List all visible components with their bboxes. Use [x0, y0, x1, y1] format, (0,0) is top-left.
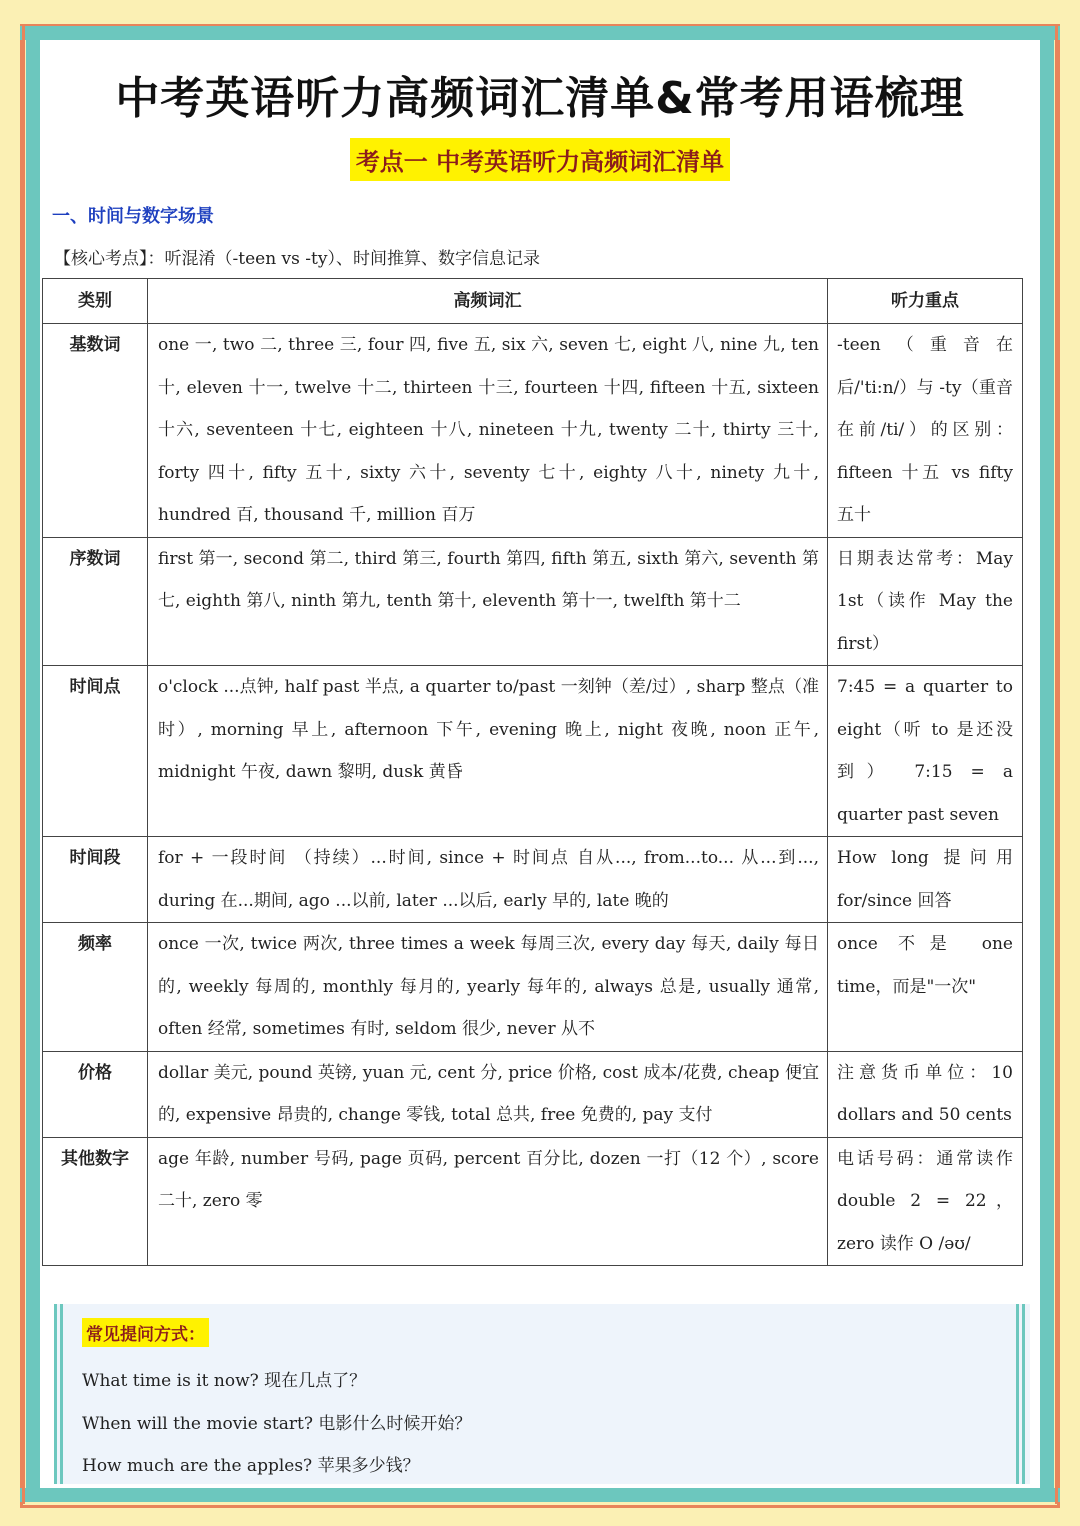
subtitle: 考点一 中考英语听力高频词汇清单 — [350, 138, 730, 181]
question-box-left-bars — [54, 1304, 64, 1484]
subtitle-wrap — [0, 138, 1080, 181]
page-title: 中考英语听力高频词汇清单&常考用语梳理 — [115, 73, 965, 124]
question-line: When will the movie start? 电影什么时候开始？ — [82, 1414, 472, 1434]
row-focus: once 不是 one time，而是"一次" — [828, 923, 1023, 1052]
table-row — [43, 837, 1023, 923]
row-focus: 日期表达常考：May 1st（读作 May the first） — [828, 537, 1023, 666]
row-words: o'clock ...点钟, half past 半点, a quarter to/past 一刻钟（差/过）, sharp 整点（准时）, morning 早上, afternoon 下午, evening 晚上, night 夜晚, noon 正午, midnight 午夜, dawn 黎明, dusk 黄昏 — [148, 666, 828, 837]
row-category: 其他数字 — [43, 1137, 148, 1266]
row-focus: 7:45 = a quarter to eight（听 to 是还没到） 7:15 = a quarter past seven — [828, 666, 1023, 837]
header-category: 类别 — [43, 279, 148, 324]
frame-left-band — [26, 26, 40, 1502]
row-words: first 第一, second 第二, third 第三, fourth 第四, fifth 第五, sixth 第六, seventh 第七, eighth 第八, ninth 第九, tenth 第十, eleventh 第十一, twelfth 第十二 — [148, 537, 828, 666]
core-point: 【核心考点】：听混淆（-teen vs -ty）、时间推算、数字信息记录 — [54, 249, 540, 269]
row-words: one 一, two 二, three 三, four 四, five 五, six 六, seven 七, eight 八, nine 九, ten 十, eleven 十一, twelve 十二, thirteen 十三, fourteen 十四, fifteen 十五, sixteen 十六, seventeen 十七, eighteen 十八, nineteen 十九, twenty 二十, thirty 三十, forty 四十, fifty 五十, sixty 六十, seventy 七十, eighty 八十, ninety 九十, hundred 百, thousand 千, million 百万 — [148, 324, 828, 538]
header-focus: 听力重点 — [828, 279, 1023, 324]
frame-left-line — [22, 26, 25, 1504]
table-row — [43, 923, 1023, 1052]
row-focus: 注意货币单位：10 dollars and 50 cents — [828, 1051, 1023, 1137]
row-words: for + 一段时间 （持续）...时间, since + 时间点 自从..., from...to... 从...到..., during 在...期间, ago ...以前, later ...以后, early 早的, late 晚的 — [148, 837, 828, 923]
row-category: 频率 — [43, 923, 148, 1052]
frame-bottom-band — [20, 1488, 1060, 1502]
table-row — [43, 666, 1023, 837]
table-row — [43, 1051, 1023, 1137]
row-words: dollar 美元, pound 英镑, yuan 元, cent 分, price 价格, cost 成本/花费, cheap 便宜的, expensive 昂贵的, change 零钱, total 总共, free 免费的, pay 支付 — [148, 1051, 828, 1137]
table-row — [43, 1137, 1023, 1266]
frame-top-band — [20, 26, 1060, 40]
question-box-right-bars — [1016, 1304, 1030, 1484]
row-focus: -teen（重音在后/'ti:n/）与 -ty（重音在前/ti/）的区别：fifteen 十五 vs fifty 五十 — [828, 324, 1023, 538]
table-header-row — [43, 279, 1023, 324]
row-words: age 年龄, number 号码, page 页码, percent 百分比, dozen 一打（12 个）, score 二十, zero 零 — [148, 1137, 828, 1266]
question-box-title: 常见提问方式： — [82, 1318, 209, 1347]
row-words: once 一次, twice 两次, three times a week 每周三次, every day 每天, daily 每日的, weekly 每周的, monthly 每月的, yearly 每年的, always 总是, usually 通常, often 经常, sometimes 有时, seldom 很少, never 从不 — [148, 923, 828, 1052]
header-words: 高频词汇 — [148, 279, 828, 324]
question-line: What time is it now? 现在几点了？ — [82, 1371, 367, 1391]
question-line: How much are the apples? 苹果多少钱？ — [82, 1456, 420, 1476]
frame-right-line — [1055, 26, 1058, 1504]
row-category: 序数词 — [43, 537, 148, 666]
frame-right-band — [1040, 26, 1054, 1502]
row-category: 时间点 — [43, 666, 148, 837]
row-category: 价格 — [43, 1051, 148, 1137]
table-row — [43, 324, 1023, 538]
section-heading: 一、时间与数字场景 — [52, 206, 214, 227]
table-row — [43, 537, 1023, 666]
row-focus: How long 提问用 for/since 回答 — [828, 837, 1023, 923]
row-focus: 电话号码：通常读作 double 2 = 22， zero 读作 O /əʊ/ — [828, 1137, 1023, 1266]
row-category: 时间段 — [43, 837, 148, 923]
vocab-table — [42, 278, 1023, 1266]
row-category: 基数词 — [43, 324, 148, 538]
